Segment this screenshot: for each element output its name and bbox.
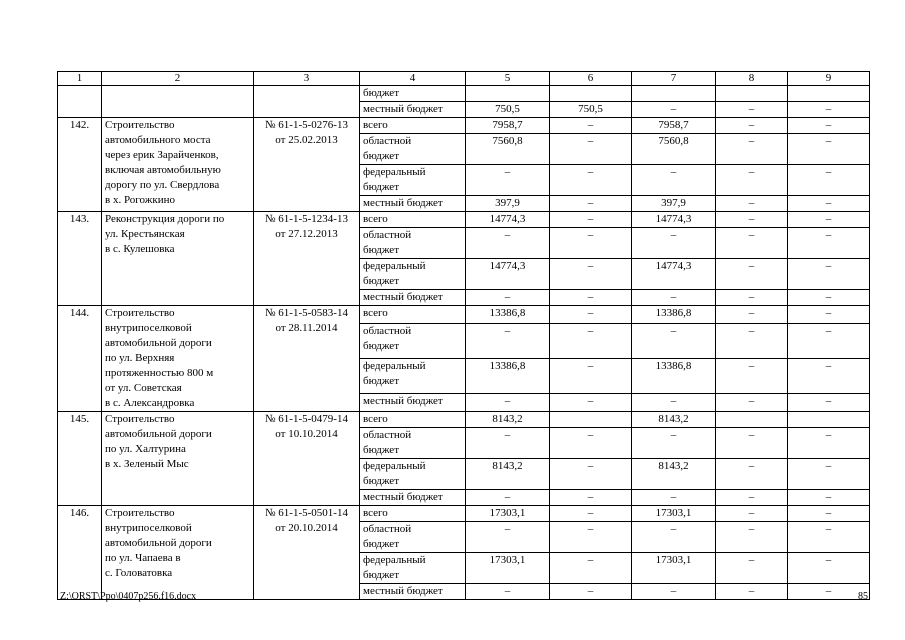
budget-label-line: местный бюджет	[363, 197, 443, 209]
document-line: от 28.11.2014	[275, 322, 338, 334]
footer-file-path: Z:\ORST\Ppo\0407p256.f16.docx	[60, 591, 197, 602]
value-cell: –	[716, 259, 788, 290]
value-cell: –	[632, 228, 716, 259]
document-line: от 25.02.2013	[275, 134, 338, 146]
value-cell: –	[550, 428, 632, 459]
value-cell: –	[632, 490, 716, 506]
value-cell: –	[716, 306, 788, 324]
value-cell: 17303,1	[632, 506, 716, 522]
value-cell: 17303,1	[466, 553, 550, 584]
object-name-line: Реконструкция дороги по	[105, 213, 225, 225]
value-cell: –	[788, 553, 870, 584]
value-cell: –	[716, 393, 788, 411]
value-cell	[788, 86, 870, 102]
value-cell: 13386,8	[632, 358, 716, 393]
budget-label-line: федеральный	[363, 359, 426, 372]
object-name-cell	[102, 212, 254, 306]
object-name-line: по ул. Чапаева в	[105, 552, 181, 564]
value-cell: –	[550, 490, 632, 506]
object-name-line: через ерик Зарайченков,	[105, 149, 219, 161]
document-cell	[254, 86, 360, 118]
row-number-cell	[58, 86, 102, 118]
budget-label-line: всего	[363, 119, 388, 131]
value-cell: 750,5	[466, 102, 550, 118]
value-cell: –	[716, 196, 788, 212]
value-cell: 8143,2	[632, 459, 716, 490]
value-cell: –	[632, 290, 716, 306]
table-row	[58, 506, 870, 522]
budget-table	[57, 71, 870, 600]
value-cell: –	[716, 212, 788, 228]
value-cell: 8143,2	[466, 412, 550, 428]
budget-label-cell: бюджет	[360, 86, 466, 102]
object-name-line: в х. Рогожкино	[105, 194, 175, 206]
value-cell: 13386,8	[632, 306, 716, 324]
budget-label-cell	[360, 134, 466, 165]
value-cell: 397,9	[632, 196, 716, 212]
value-cell: –	[466, 522, 550, 553]
object-name-line: внутрипоселковой	[105, 322, 192, 334]
object-name-line: ул. Крестьянская	[105, 228, 185, 240]
value-cell: –	[716, 358, 788, 393]
document-line: от 20.10.2014	[275, 522, 338, 534]
budget-label-cell	[360, 290, 466, 306]
value-cell: –	[716, 553, 788, 584]
value-cell: –	[788, 228, 870, 259]
table-row	[58, 306, 870, 324]
object-name-line: дорогу по ул. Свердлова	[105, 179, 220, 191]
value-cell: –	[466, 324, 550, 359]
budget-label-line: всего	[363, 507, 388, 519]
budget-label-cell	[360, 393, 466, 411]
document-cell	[254, 412, 360, 506]
value-cell: –	[716, 459, 788, 490]
value-cell: –	[788, 522, 870, 553]
value-cell: –	[632, 584, 716, 600]
budget-label-cell	[360, 212, 466, 228]
object-name-line: автомобильного моста	[105, 134, 211, 146]
object-name-line: Строительство	[105, 119, 175, 131]
value-cell: –	[788, 118, 870, 134]
budget-label-line: бюджет	[363, 244, 399, 256]
value-cell: –	[788, 393, 870, 411]
value-cell: –	[550, 134, 632, 165]
budget-label-line: местный бюджет	[363, 491, 443, 503]
value-cell: 14774,3	[466, 212, 550, 228]
budget-label-line: бюджет	[363, 444, 399, 456]
document-line: № 61-1-5-0276-13	[265, 119, 348, 131]
value-cell: –	[716, 118, 788, 134]
value-cell: –	[716, 522, 788, 553]
value-cell: –	[550, 228, 632, 259]
budget-label-line: областной	[363, 135, 412, 147]
object-name-line: автомобильной дороги	[105, 537, 212, 549]
budget-label-line: областной	[363, 229, 412, 241]
document-cell	[254, 506, 360, 600]
budget-label-line: всего	[363, 213, 388, 225]
budget-label-cell	[360, 118, 466, 134]
column-header: 7	[632, 72, 716, 86]
object-name-line: автомобильной дороги	[105, 337, 212, 349]
value-cell: –	[466, 393, 550, 411]
value-cell: 7560,8	[466, 134, 550, 165]
value-cell: –	[550, 306, 632, 324]
value-cell	[466, 86, 550, 102]
budget-label-cell	[360, 259, 466, 290]
budget-label-line: бюджет	[363, 374, 399, 387]
budget-label-line: бюджет	[363, 475, 399, 487]
budget-label-cell	[360, 506, 466, 522]
object-name-line: внутрипоселковой	[105, 522, 192, 534]
object-name-cell	[102, 506, 254, 600]
budget-label-line: федеральный	[363, 166, 426, 178]
budget-label-cell	[360, 428, 466, 459]
value-cell	[788, 412, 870, 428]
budget-label-cell	[360, 324, 466, 359]
budget-label-line: областной	[363, 523, 412, 535]
value-cell: –	[716, 102, 788, 118]
object-name-line: Строительство	[105, 413, 175, 425]
value-cell: –	[788, 196, 870, 212]
value-cell: –	[788, 358, 870, 393]
object-name-cell	[102, 86, 254, 118]
value-cell: –	[550, 393, 632, 411]
budget-label-line: местный бюджет	[363, 394, 443, 407]
value-cell: –	[550, 506, 632, 522]
table-row	[58, 118, 870, 134]
budget-label-cell	[360, 165, 466, 196]
budget-label-cell	[360, 306, 466, 324]
value-cell: –	[632, 165, 716, 196]
value-cell	[550, 412, 632, 428]
value-cell: 8143,2	[632, 412, 716, 428]
value-cell: 14774,3	[632, 259, 716, 290]
value-cell: –	[632, 102, 716, 118]
value-cell: –	[550, 212, 632, 228]
row-number-cell: 145.	[58, 412, 102, 506]
value-cell: –	[716, 134, 788, 165]
object-name-line: автомобильной дороги	[105, 428, 212, 440]
object-name-line: Строительство	[105, 307, 175, 319]
budget-label-line: бюджет	[363, 569, 399, 581]
value-cell: –	[788, 324, 870, 359]
value-cell: –	[788, 584, 870, 600]
value-cell: –	[550, 196, 632, 212]
column-header: 2	[102, 72, 254, 86]
table-row	[58, 412, 870, 428]
value-cell	[632, 86, 716, 102]
value-cell: –	[632, 324, 716, 359]
budget-label-line: бюджет	[363, 275, 399, 287]
value-cell: –	[632, 428, 716, 459]
table-body	[58, 86, 870, 600]
value-cell: 14774,3	[632, 212, 716, 228]
table-row	[58, 212, 870, 228]
value-cell: 13386,8	[466, 306, 550, 324]
value-cell: 17303,1	[632, 553, 716, 584]
value-cell: –	[466, 165, 550, 196]
value-cell: –	[466, 428, 550, 459]
budget-label-cell	[360, 358, 466, 393]
value-cell: –	[716, 584, 788, 600]
value-cell: –	[788, 506, 870, 522]
object-name-cell	[102, 412, 254, 506]
budget-label-cell	[360, 584, 466, 600]
value-cell: –	[550, 259, 632, 290]
value-cell	[716, 86, 788, 102]
budget-label-line: всего	[363, 413, 388, 425]
value-cell: –	[550, 459, 632, 490]
value-cell: –	[788, 102, 870, 118]
value-cell: 8143,2	[466, 459, 550, 490]
value-cell: 750,5	[550, 102, 632, 118]
value-cell: –	[550, 290, 632, 306]
value-cell: –	[788, 490, 870, 506]
value-cell: –	[550, 165, 632, 196]
value-cell: 13386,8	[466, 358, 550, 393]
budget-label-line: федеральный	[363, 460, 426, 472]
budget-label-line: областной	[363, 429, 412, 441]
budget-label-line: федеральный	[363, 554, 426, 566]
budget-label-cell	[360, 412, 466, 428]
budget-label-cell	[360, 459, 466, 490]
value-cell: –	[716, 506, 788, 522]
value-cell: 7958,7	[632, 118, 716, 134]
document-line: № 61-1-5-1234-13	[265, 213, 348, 225]
budget-label-line: местный бюджет	[363, 585, 443, 597]
value-cell: –	[788, 306, 870, 324]
document-line: № 61-1-5-0479-14	[265, 413, 348, 425]
budget-label-line: федеральный	[363, 260, 426, 272]
budget-label-line: всего	[363, 307, 388, 319]
table-header-row	[58, 72, 870, 86]
document-line: от 27.12.2013	[275, 228, 338, 240]
row-number-cell: 143.	[58, 212, 102, 306]
object-name-line: по ул. Халтурина	[105, 443, 186, 455]
value-cell: –	[466, 228, 550, 259]
value-cell: –	[788, 165, 870, 196]
page-number: 85	[858, 591, 868, 602]
value-cell: –	[788, 212, 870, 228]
object-name-line: в с. Александровка	[105, 397, 195, 409]
column-header: 8	[716, 72, 788, 86]
column-header: 6	[550, 72, 632, 86]
object-name-line: по ул. Верхняя	[105, 352, 175, 364]
document-cell	[254, 118, 360, 212]
value-cell: –	[716, 428, 788, 459]
budget-label-cell	[360, 490, 466, 506]
value-cell: –	[466, 584, 550, 600]
value-cell: 7560,8	[632, 134, 716, 165]
value-cell	[550, 86, 632, 102]
object-name-line: с. Головатовка	[105, 567, 173, 579]
document-line: от 10.10.2014	[275, 428, 338, 440]
value-cell: –	[788, 459, 870, 490]
value-cell: –	[788, 428, 870, 459]
object-name-cell	[102, 306, 254, 412]
column-header: 3	[254, 72, 360, 86]
row-number-cell: 146.	[58, 506, 102, 600]
budget-label-line: местный бюджет	[363, 291, 443, 303]
value-cell: –	[716, 490, 788, 506]
object-name-line: от ул. Советская	[105, 382, 182, 394]
object-name-cell	[102, 118, 254, 212]
budget-label-line: бюджет	[363, 150, 399, 162]
value-cell: 14774,3	[466, 259, 550, 290]
value-cell: –	[716, 165, 788, 196]
budget-label-cell: местный бюджет	[360, 102, 466, 118]
object-name-line: включая автомобильную	[105, 164, 221, 176]
value-cell: 7958,7	[466, 118, 550, 134]
value-cell: 397,9	[466, 196, 550, 212]
value-cell: –	[632, 522, 716, 553]
value-cell: –	[632, 393, 716, 411]
budget-label-line: бюджет	[363, 340, 399, 353]
document-cell	[254, 306, 360, 412]
value-cell: –	[788, 134, 870, 165]
budget-label-line: бюджет	[363, 538, 399, 550]
row-number-cell: 144.	[58, 306, 102, 412]
value-cell: –	[550, 324, 632, 359]
document-line: № 61-1-5-0501-14	[265, 507, 348, 519]
table-row	[58, 86, 870, 102]
column-header: 5	[466, 72, 550, 86]
value-cell: –	[550, 522, 632, 553]
column-header: 1	[58, 72, 102, 86]
value-cell: –	[788, 290, 870, 306]
budget-label-line: бюджет	[363, 181, 399, 193]
document-cell	[254, 212, 360, 306]
budget-label-cell	[360, 553, 466, 584]
column-header: 4	[360, 72, 466, 86]
value-cell: –	[550, 118, 632, 134]
budget-label-cell	[360, 228, 466, 259]
value-cell: –	[550, 553, 632, 584]
value-cell: –	[788, 259, 870, 290]
row-number-cell: 142.	[58, 118, 102, 212]
document-line: № 61-1-5-0583-14	[265, 307, 348, 319]
value-cell: –	[466, 490, 550, 506]
value-cell: –	[716, 228, 788, 259]
budget-label-cell	[360, 196, 466, 212]
object-name-line: протяженностью 800 м	[105, 367, 214, 379]
object-name-line: в х. Зеленый Мыс	[105, 458, 189, 470]
object-name-line: в с. Кулешовка	[105, 243, 175, 255]
value-cell: –	[466, 290, 550, 306]
value-cell: –	[716, 290, 788, 306]
budget-label-cell	[360, 522, 466, 553]
object-name-line: Строительство	[105, 507, 175, 519]
column-header: 9	[788, 72, 870, 86]
value-cell	[716, 412, 788, 428]
value-cell: –	[550, 358, 632, 393]
value-cell: –	[716, 324, 788, 359]
value-cell: –	[550, 584, 632, 600]
budget-label-line: областной	[363, 325, 412, 338]
value-cell: 17303,1	[466, 506, 550, 522]
